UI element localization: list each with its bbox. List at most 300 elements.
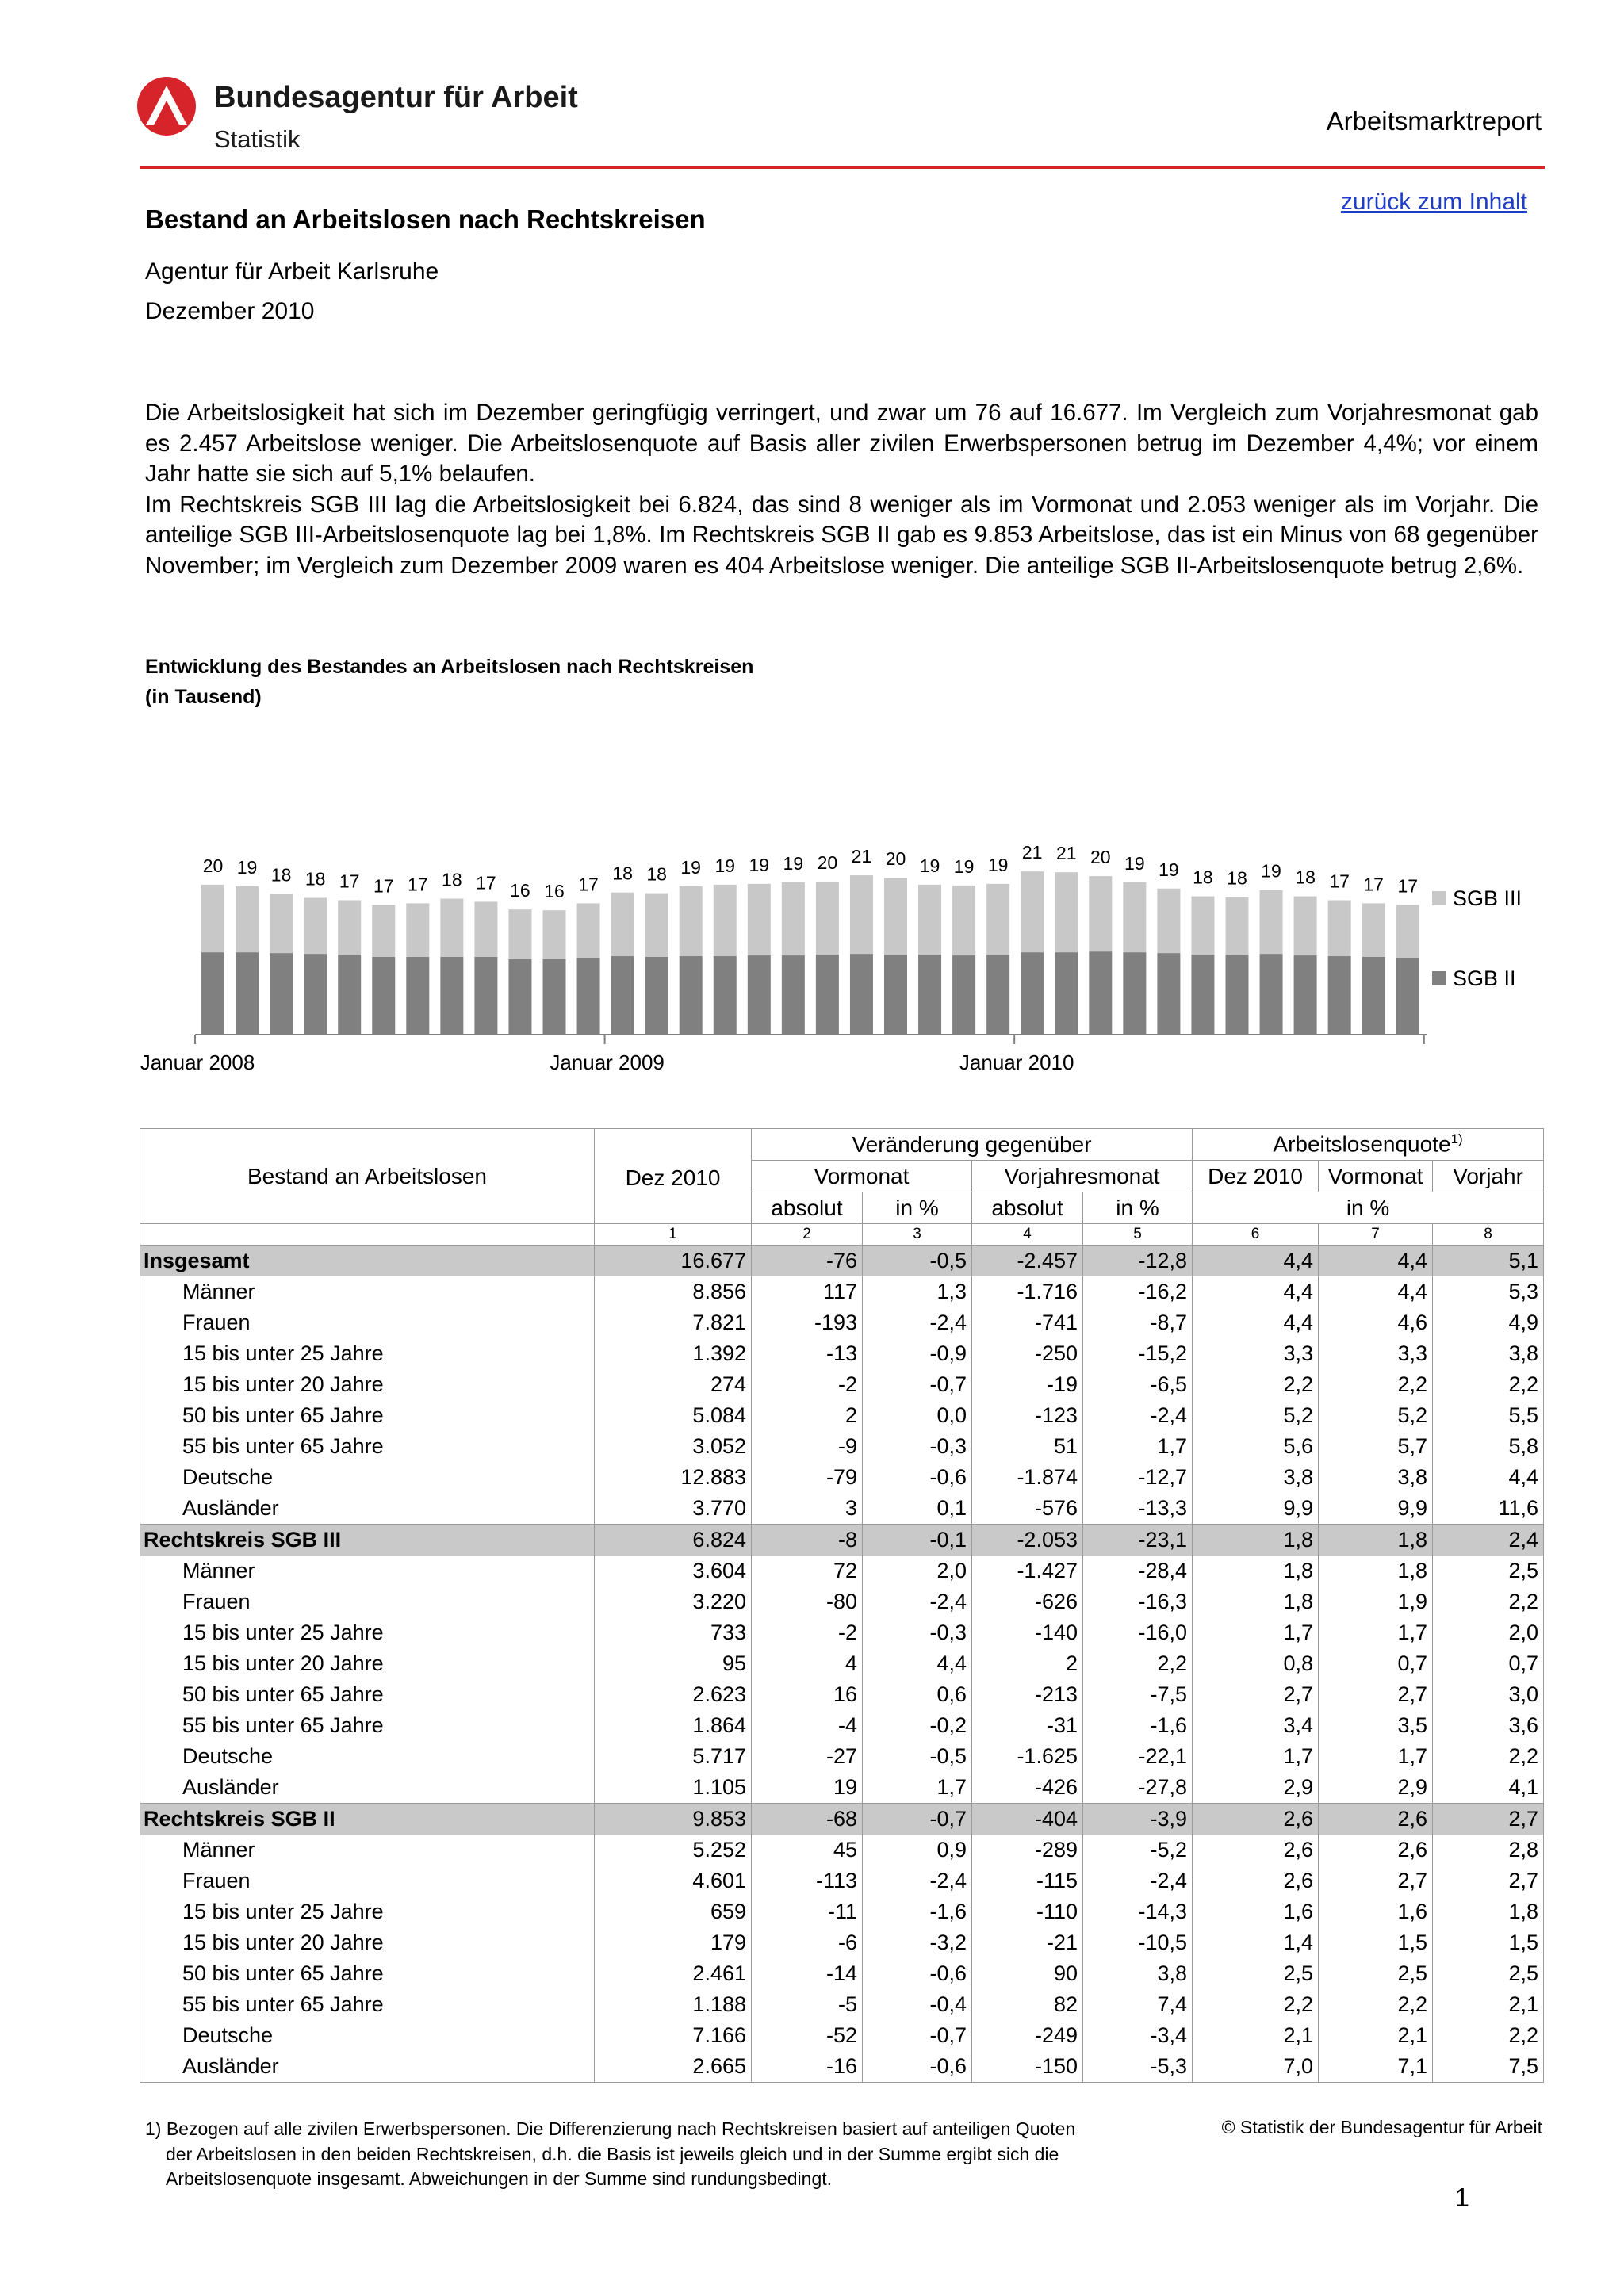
org-name: Bundesagentur für Arbeit — [214, 81, 578, 114]
cell-col-4: -123 — [972, 1400, 1083, 1431]
bar-sgb2 — [270, 953, 293, 1035]
cell-col-3: -1,6 — [863, 1896, 972, 1927]
bar-sgb3 — [850, 875, 873, 954]
bar-sgb2 — [577, 958, 600, 1035]
cell-col-8: 2,4 — [1433, 1525, 1544, 1556]
cell-col-8: 0,7 — [1433, 1648, 1544, 1679]
bar-total-label: 19 — [1124, 852, 1145, 874]
bar-sgb2 — [1021, 952, 1044, 1035]
cell-col-5: -23,1 — [1083, 1525, 1193, 1556]
bar-total-label: 17 — [1397, 875, 1419, 897]
bar-total-label: 19 — [783, 852, 804, 874]
cell-col-2: 117 — [752, 1276, 863, 1307]
bar-sgb2 — [1396, 958, 1419, 1035]
cell-col-2: -14 — [752, 1958, 863, 1989]
cell-col-8: 11,6 — [1433, 1493, 1544, 1525]
bar-sgb3 — [1396, 905, 1419, 958]
cell-col-2: -79 — [752, 1462, 863, 1493]
table-row — [140, 1338, 1544, 1369]
cell-col-4: -1.716 — [972, 1276, 1083, 1307]
row-label: Frauen — [140, 1586, 595, 1617]
cell-col-4: -1.874 — [972, 1462, 1083, 1493]
cell-col-7: 5,7 — [1319, 1431, 1433, 1462]
row-label: 55 bis unter 65 Jahre — [140, 1710, 595, 1741]
cell-col-5: -6,5 — [1083, 1369, 1193, 1400]
cell-col-5: -3,4 — [1083, 2020, 1193, 2051]
bar-sgb3 — [270, 894, 293, 953]
table-row — [140, 1710, 1544, 1741]
row-label: Insgesamt — [140, 1246, 595, 1277]
cell-col-7: 7,1 — [1319, 2051, 1433, 2083]
cell-col-5: -7,5 — [1083, 1679, 1193, 1710]
cell-col-1: 1.188 — [595, 1989, 752, 2020]
legend-swatch-sgb3 — [1432, 891, 1446, 905]
cell-col-1: 1.392 — [595, 1338, 752, 1369]
row-label: Männer — [140, 1835, 595, 1866]
cell-col-2: -52 — [752, 2020, 863, 2051]
row-label: Rechtskreis SGB III — [140, 1525, 595, 1556]
row-label: Frauen — [140, 1866, 595, 1896]
bar-total-label: 16 — [510, 880, 530, 901]
back-to-contents-link[interactable]: zurück zum Inhalt — [1340, 189, 1527, 215]
bar-total-label: 18 — [612, 863, 633, 884]
bar-sgb2 — [714, 956, 737, 1035]
footnote-line-2: der Arbeitslosen in den beiden Rechtskreisen, d.h. die Basis ist jeweils gleich und in der Summe ergibt sich die — [166, 2143, 1059, 2164]
cell-col-1: 3.052 — [595, 1431, 752, 1462]
bar-sgb3 — [338, 900, 361, 955]
bar-sgb3 — [884, 878, 907, 955]
cell-col-5: -16,2 — [1083, 1276, 1193, 1307]
cell-col-2: 45 — [752, 1835, 863, 1866]
cell-col-7: 2,6 — [1319, 1804, 1433, 1835]
bar-sgb3 — [1123, 882, 1146, 952]
cell-col-2: -4 — [752, 1710, 863, 1741]
cell-col-5: -15,2 — [1083, 1338, 1193, 1369]
cell-col-7: 0,7 — [1319, 1648, 1433, 1679]
cell-col-6: 1,7 — [1193, 1617, 1319, 1648]
bar-sgb3 — [1328, 900, 1351, 956]
cell-col-5: -5,2 — [1083, 1835, 1193, 1866]
bar-sgb3 — [201, 885, 224, 952]
cell-col-3: -0,2 — [863, 1710, 972, 1741]
cell-col-2: 72 — [752, 1556, 863, 1586]
cell-col-3: -2,4 — [863, 1307, 972, 1338]
cell-col-1: 6.824 — [595, 1525, 752, 1556]
cell-col-8: 5,5 — [1433, 1400, 1544, 1431]
row-label: 55 bis unter 65 Jahre — [140, 1989, 595, 2020]
cell-col-1: 5.252 — [595, 1835, 752, 1866]
cell-col-2: -193 — [752, 1307, 863, 1338]
cell-col-2: -9 — [752, 1431, 863, 1462]
cell-col-8: 2,0 — [1433, 1617, 1544, 1648]
header-veraenderung: Veränderung gegenüber — [752, 1129, 1193, 1161]
cell-col-4: -31 — [972, 1710, 1083, 1741]
table-row — [140, 1431, 1544, 1462]
cell-col-4: -741 — [972, 1307, 1083, 1338]
cell-col-6: 1,6 — [1193, 1896, 1319, 1927]
cell-col-4: -289 — [972, 1835, 1083, 1866]
summary-text — [145, 398, 1538, 581]
bar-sgb3 — [816, 882, 839, 955]
header-index: 1 — [595, 1224, 752, 1246]
cell-col-4: -21 — [972, 1927, 1083, 1958]
report-period: Dezember 2010 — [145, 298, 315, 324]
cell-col-5: -5,3 — [1083, 2051, 1193, 2083]
cell-col-5: -1,6 — [1083, 1710, 1193, 1741]
cell-col-3: -0,5 — [863, 1246, 972, 1277]
cell-col-6: 7,0 — [1193, 2051, 1319, 2083]
cell-col-4: 82 — [972, 1989, 1083, 2020]
cell-col-2: -11 — [752, 1896, 863, 1927]
bar-sgb2 — [611, 956, 634, 1035]
table-row — [140, 1835, 1544, 1866]
table-group-row — [140, 1525, 1544, 1556]
bar-sgb3 — [1021, 871, 1044, 952]
cell-col-5: -8,7 — [1083, 1307, 1193, 1338]
bar-total-label: 17 — [408, 874, 428, 895]
cell-col-8: 2,2 — [1433, 2020, 1544, 2051]
bar-total-label: 19 — [953, 855, 975, 877]
cell-col-2: -16 — [752, 2051, 863, 2083]
bar-sgb2 — [952, 955, 975, 1035]
header-absolut: absolut — [972, 1192, 1083, 1224]
bar-sgb3 — [680, 886, 703, 956]
cell-col-6: 2,5 — [1193, 1958, 1319, 1989]
cell-col-1: 8.856 — [595, 1276, 752, 1307]
cell-col-8: 7,5 — [1433, 2051, 1544, 2083]
bar-sgb3 — [748, 884, 771, 955]
cell-col-1: 2.623 — [595, 1679, 752, 1710]
header-index-blank — [140, 1224, 595, 1246]
cell-col-4: -2.457 — [972, 1246, 1083, 1277]
cell-col-1: 1.105 — [595, 1772, 752, 1804]
table-row — [140, 1741, 1544, 1772]
bar-sgb2 — [1260, 954, 1283, 1035]
cell-col-2: 4 — [752, 1648, 863, 1679]
bar-sgb3 — [782, 882, 805, 955]
cell-col-4: -2.053 — [972, 1525, 1083, 1556]
cell-col-3: 0,6 — [863, 1679, 972, 1710]
bar-sgb2 — [1226, 955, 1249, 1035]
cell-col-2: -13 — [752, 1338, 863, 1369]
table-row — [140, 1617, 1544, 1648]
cell-col-5: -16,3 — [1083, 1586, 1193, 1617]
cell-col-1: 733 — [595, 1617, 752, 1648]
bar-sgb2 — [782, 955, 805, 1035]
header-q-vorjahr: Vorjahr — [1433, 1161, 1544, 1192]
cell-col-8: 4,4 — [1433, 1462, 1544, 1493]
x-tick-label: Januar 2009 — [550, 1050, 665, 1074]
header-absolut: absolut — [752, 1192, 863, 1224]
bar-total-label: 18 — [304, 868, 326, 890]
bar-total-label: 16 — [544, 881, 565, 902]
cell-col-5: 2,2 — [1083, 1648, 1193, 1679]
bar-total-label: 19 — [749, 854, 770, 875]
cell-col-6: 5,6 — [1193, 1431, 1319, 1462]
cell-col-1: 274 — [595, 1369, 752, 1400]
bar-sgb2 — [372, 957, 395, 1035]
cell-col-5: 1,7 — [1083, 1431, 1193, 1462]
bar-sgb3 — [1191, 897, 1214, 955]
row-label: Rechtskreis SGB II — [140, 1804, 595, 1835]
cell-col-7: 2,7 — [1319, 1679, 1433, 1710]
cell-col-4: -213 — [972, 1679, 1083, 1710]
row-label: Ausländer — [140, 1493, 595, 1525]
bar-sgb2 — [1191, 955, 1214, 1035]
bar-sgb2 — [1055, 952, 1078, 1035]
cell-col-6: 0,8 — [1193, 1648, 1319, 1679]
cell-col-1: 4.601 — [595, 1866, 752, 1896]
bar-total-label: 20 — [885, 848, 906, 870]
cell-col-6: 1,8 — [1193, 1556, 1319, 1586]
cell-col-3: -3,2 — [863, 1927, 972, 1958]
cell-col-6: 9,9 — [1193, 1493, 1319, 1525]
unemployment-table — [140, 1128, 1544, 2083]
copyright: © Statistik der Bundesagentur für Arbeit — [1221, 2117, 1542, 2137]
bar-sgb3 — [304, 898, 327, 955]
table-row — [140, 1927, 1544, 1958]
bar-sgb2 — [508, 959, 531, 1035]
cell-col-1: 179 — [595, 1927, 752, 1958]
cell-col-4: -150 — [972, 2051, 1083, 2083]
cell-col-6: 2,6 — [1193, 1804, 1319, 1835]
row-label: Männer — [140, 1276, 595, 1307]
cell-col-7: 2,9 — [1319, 1772, 1433, 1804]
cell-col-8: 1,8 — [1433, 1896, 1544, 1927]
cell-col-7: 1,8 — [1319, 1525, 1433, 1556]
bar-total-label: 18 — [442, 869, 462, 890]
header-quote-label: Arbeitslosenquote — [1273, 1131, 1451, 1157]
footnote — [145, 2117, 1097, 2192]
cell-col-8: 2,2 — [1433, 1369, 1544, 1400]
cell-col-6: 5,2 — [1193, 1400, 1319, 1431]
cell-col-6: 2,9 — [1193, 1772, 1319, 1804]
legend-label-sgb2: SGB II — [1453, 966, 1516, 990]
cell-col-6: 2,2 — [1193, 1369, 1319, 1400]
cell-col-5: -14,3 — [1083, 1896, 1193, 1927]
cell-col-5: -3,9 — [1083, 1804, 1193, 1835]
cell-col-7: 2,7 — [1319, 1866, 1433, 1896]
bar-total-label: 19 — [236, 856, 258, 878]
table-row — [140, 1958, 1544, 1989]
bar-sgb3 — [1294, 897, 1317, 955]
chart-title-block — [145, 652, 753, 712]
bar-total-label: 18 — [270, 864, 292, 886]
cell-col-5: -16,0 — [1083, 1617, 1193, 1648]
legend-label-sgb3: SGB III — [1453, 886, 1522, 910]
header-index: 8 — [1433, 1224, 1544, 1246]
row-label: 15 bis unter 20 Jahre — [140, 1927, 595, 1958]
cell-col-4: 2 — [972, 1648, 1083, 1679]
cell-col-5: -22,1 — [1083, 1741, 1193, 1772]
cell-col-5: -28,4 — [1083, 1556, 1193, 1586]
cell-col-3: 0,0 — [863, 1400, 972, 1431]
table-row — [140, 1679, 1544, 1710]
bar-sgb2 — [338, 955, 361, 1035]
bar-sgb2 — [645, 957, 668, 1035]
row-label: 15 bis unter 20 Jahre — [140, 1369, 595, 1400]
bar-total-label: 17 — [339, 871, 360, 892]
cell-col-2: -2 — [752, 1617, 863, 1648]
cell-col-5: 7,4 — [1083, 1989, 1193, 2020]
cell-col-7: 1,8 — [1319, 1556, 1433, 1586]
cell-col-1: 2.665 — [595, 2051, 752, 2083]
bar-total-label: 20 — [1090, 847, 1111, 868]
cell-col-1: 7.166 — [595, 2020, 752, 2051]
cell-col-1: 3.220 — [595, 1586, 752, 1617]
header-vorjahresmonat: Vorjahresmonat — [972, 1161, 1193, 1192]
cell-col-4: 90 — [972, 1958, 1083, 1989]
bar-sgb3 — [918, 885, 941, 955]
table-row — [140, 1586, 1544, 1617]
cell-col-1: 3.604 — [595, 1556, 752, 1586]
cell-col-7: 4,4 — [1319, 1246, 1433, 1277]
cell-col-4: -404 — [972, 1804, 1083, 1835]
bar-sgb3 — [372, 905, 395, 957]
x-tick-label: Januar 2008 — [140, 1050, 255, 1074]
bar-total-label: 20 — [202, 855, 224, 876]
header-vormonat: Vormonat — [752, 1161, 972, 1192]
bar-sgb3 — [714, 885, 737, 956]
summary-paragraph-2: Im Rechtskreis SGB III lag die Arbeitslosigkeit bei 6.824, das sind 8 weniger als im Vormonat und 2.053 weniger als im Vorjahr. Die anteilige SGB III-Arbeitslosenquote lag bei 1,8%. Im Rechtskreis SGB II gab es 9.853 Arbeitslose, das ist ein Minus von 68 gegenüber November; im Vergleich zum Dezember 2009 waren es 404 Arbeitslose weniger. Die anteilige SGB II-Arbeitslosenquote betrug 2,6%. — [145, 491, 1538, 579]
cell-col-7: 1,9 — [1319, 1586, 1433, 1617]
cell-col-3: 0,9 — [863, 1835, 972, 1866]
header-dez: Dez 2010 — [595, 1129, 752, 1224]
table-row — [140, 2020, 1544, 2051]
bar-total-label: 21 — [1055, 843, 1077, 864]
row-label: 15 bis unter 25 Jahre — [140, 1338, 595, 1369]
cell-col-1: 7.821 — [595, 1307, 752, 1338]
cell-col-7: 4,4 — [1319, 1276, 1433, 1307]
bar-sgb2 — [1157, 953, 1180, 1035]
header-row-label: Bestand an Arbeitslosen — [140, 1129, 595, 1224]
chart-subtitle: (in Tausend) — [145, 686, 262, 708]
summary-paragraph-1: Die Arbeitslosigkeit hat sich im Dezember geringfügig verringert, und zwar um 76 auf 16.677. Im Vergleich zum Vorjahresmonat gab es 2.457 Arbeitslose weniger. Die Arbeitslosenquote auf Basis aller zivilen Erwerbspersonen betrug im Dezember 4,4%; vor einem Jahr hatte sie sich auf 5,1% belaufen. — [145, 400, 1538, 487]
cell-col-3: 2,0 — [863, 1556, 972, 1586]
row-label: 50 bis unter 65 Jahre — [140, 1400, 595, 1431]
cell-col-6: 2,7 — [1193, 1679, 1319, 1710]
table-row — [140, 1896, 1544, 1927]
header-q-vormonat: Vormonat — [1319, 1161, 1433, 1192]
row-label: 55 bis unter 65 Jahre — [140, 1431, 595, 1462]
cell-col-6: 2,6 — [1193, 1866, 1319, 1896]
bar-total-label: 19 — [987, 854, 1009, 875]
bar-total-label: 17 — [476, 872, 496, 894]
bar-sgb3 — [986, 884, 1009, 955]
bar-total-label: 18 — [1295, 867, 1316, 888]
cell-col-6: 3,8 — [1193, 1462, 1319, 1493]
bar-total-label: 19 — [1159, 859, 1179, 880]
row-label: Ausländer — [140, 2051, 595, 2083]
cell-col-7: 2,5 — [1319, 1958, 1433, 1989]
cell-col-3: -0,7 — [863, 1804, 972, 1835]
cell-col-3: -0,3 — [863, 1431, 972, 1462]
cell-col-8: 2,7 — [1433, 1804, 1544, 1835]
cell-col-7: 5,2 — [1319, 1400, 1433, 1431]
cell-col-1: 2.461 — [595, 1958, 752, 1989]
cell-col-5: -12,8 — [1083, 1246, 1193, 1277]
cell-col-5: -2,4 — [1083, 1400, 1193, 1431]
header-in-pct: in % — [1193, 1192, 1544, 1224]
bar-sgb2 — [986, 955, 1009, 1035]
table-row — [140, 1648, 1544, 1679]
cell-col-2: -68 — [752, 1804, 863, 1835]
cell-col-3: -0,7 — [863, 2020, 972, 2051]
cell-col-4: -19 — [972, 1369, 1083, 1400]
cell-col-8: 3,0 — [1433, 1679, 1544, 1710]
cell-col-8: 2,5 — [1433, 1556, 1544, 1586]
bar-sgb2 — [474, 957, 497, 1035]
cell-col-8: 2,5 — [1433, 1958, 1544, 1989]
bar-total-label: 17 — [1329, 871, 1350, 892]
cell-col-2: 2 — [752, 1400, 863, 1431]
cell-col-2: 16 — [752, 1679, 863, 1710]
header-index: 4 — [972, 1224, 1083, 1246]
bar-total-label: 20 — [817, 851, 838, 873]
bar-sgb2 — [543, 959, 566, 1035]
cell-col-3: -2,4 — [863, 1586, 972, 1617]
row-label: Frauen — [140, 1307, 595, 1338]
table-row — [140, 1493, 1544, 1525]
agency-name: Agentur für Arbeit Karlsruhe — [145, 258, 439, 285]
bar-sgb2 — [236, 952, 259, 1035]
cell-col-8: 1,5 — [1433, 1927, 1544, 1958]
cell-col-5: -10,5 — [1083, 1927, 1193, 1958]
legend-swatch-sgb2 — [1432, 971, 1446, 985]
cell-col-6: 4,4 — [1193, 1307, 1319, 1338]
cell-col-7: 2,1 — [1319, 2020, 1433, 2051]
bar-total-label: 18 — [646, 863, 667, 885]
cell-col-3: 1,3 — [863, 1276, 972, 1307]
bar-sgb3 — [577, 903, 600, 958]
bar-sgb2 — [748, 955, 771, 1035]
bar-total-label: 18 — [1193, 867, 1213, 888]
table-row — [140, 1772, 1544, 1804]
row-label: 50 bis unter 65 Jahre — [140, 1958, 595, 1989]
row-label: Deutsche — [140, 1462, 595, 1493]
bar-sgb3 — [236, 886, 259, 952]
bar-total-label: 21 — [851, 846, 872, 867]
table-row — [140, 1307, 1544, 1338]
table-row — [140, 1989, 1544, 2020]
cell-col-3: -0,4 — [863, 1989, 972, 2020]
cell-col-3: -0,6 — [863, 1958, 972, 1989]
cell-col-6: 2,6 — [1193, 1835, 1319, 1866]
row-label: 15 bis unter 20 Jahre — [140, 1648, 595, 1679]
header-in-pct: in % — [1083, 1192, 1193, 1224]
table-row — [140, 1400, 1544, 1431]
bar-sgb3 — [952, 886, 975, 955]
cell-col-1: 5.084 — [595, 1400, 752, 1431]
bar-total-label: 19 — [1261, 860, 1281, 882]
cell-col-8: 2,8 — [1433, 1835, 1544, 1866]
cell-col-7: 3,5 — [1319, 1710, 1433, 1741]
cell-col-3: -0,5 — [863, 1741, 972, 1772]
cell-col-3: -2,4 — [863, 1866, 972, 1896]
document-title: Bestand an Arbeitslosen nach Rechtskreisen — [145, 205, 706, 234]
cell-col-8: 3,6 — [1433, 1710, 1544, 1741]
bar-sgb3 — [508, 909, 531, 959]
org-subtitle: Statistik — [214, 125, 301, 153]
bar-sgb2 — [440, 957, 463, 1035]
header-quote-footnote: 1) — [1450, 1131, 1463, 1147]
table-group-row — [140, 1804, 1544, 1835]
x-tick-label: Januar 2010 — [959, 1050, 1074, 1074]
cell-col-4: -140 — [972, 1617, 1083, 1648]
cell-col-8: 4,1 — [1433, 1772, 1544, 1804]
cell-col-6: 2,2 — [1193, 1989, 1319, 2020]
cell-col-1: 9.853 — [595, 1804, 752, 1835]
